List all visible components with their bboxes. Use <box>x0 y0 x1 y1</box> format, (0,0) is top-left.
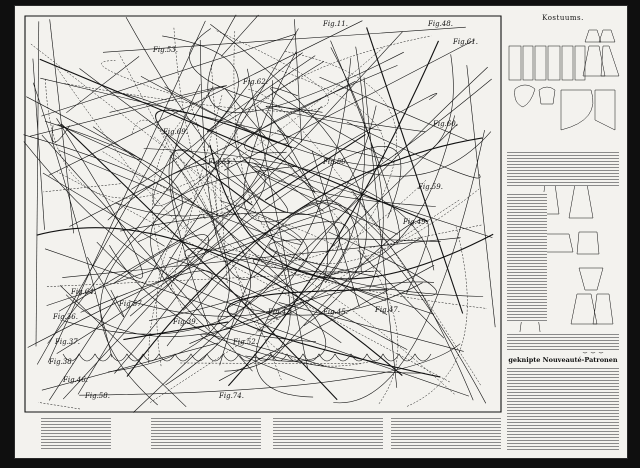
panel-title: Kostuums. <box>542 14 584 22</box>
pattern-line <box>312 151 359 307</box>
sewing-pattern-drawing <box>23 14 503 414</box>
caption-block-1 <box>41 416 111 450</box>
pattern-line <box>207 56 324 132</box>
pattern-line <box>294 19 301 142</box>
figure-label: Fig.55. <box>208 158 233 166</box>
pattern-line <box>221 15 258 57</box>
pattern-line <box>256 67 488 397</box>
pattern-line <box>30 86 227 137</box>
pattern-line <box>279 302 464 351</box>
pattern-line <box>43 173 165 246</box>
figure-label: Fig.57. <box>119 300 144 308</box>
pattern-line <box>225 208 387 315</box>
pattern-line <box>208 15 404 113</box>
caption-block-2 <box>151 416 261 450</box>
figure-label: Fig.61. <box>453 38 478 46</box>
pattern-line <box>66 56 139 112</box>
pattern-line <box>79 344 460 396</box>
pattern-line <box>36 21 39 346</box>
pattern-line <box>38 402 80 409</box>
pattern-line <box>333 130 484 403</box>
text-column-1 <box>507 150 619 186</box>
pattern-line <box>40 78 384 159</box>
pattern-line <box>49 21 363 176</box>
bottom-captions <box>23 414 503 454</box>
figure-label: Fig.46. <box>63 376 88 384</box>
pattern-line <box>265 134 366 200</box>
figure-label: Fig.52. <box>233 338 258 346</box>
pattern-line <box>33 59 45 230</box>
pattern-line <box>358 250 444 338</box>
pattern-line <box>40 59 428 221</box>
pattern-line <box>331 47 383 288</box>
pattern-line <box>467 65 495 327</box>
figure-label: Fig.58. <box>85 392 110 400</box>
pattern-line <box>48 83 250 343</box>
figure-label: Fig.69. <box>163 128 188 136</box>
figure-label: Fig.60. <box>433 120 458 128</box>
figure-label: Fig.49. <box>403 218 428 226</box>
figure-label: Fig.39. <box>173 318 198 326</box>
pattern-line <box>80 69 288 213</box>
caption-block-3 <box>273 416 383 450</box>
pattern-line <box>247 69 308 370</box>
figure-label: Fig.45. <box>323 308 348 316</box>
legend-text <box>507 366 619 452</box>
pattern-line <box>61 124 337 400</box>
figure-label: Fig.62. <box>243 78 268 86</box>
figure-label: Fig.42. <box>268 308 293 316</box>
figure-label: Fig.48. <box>428 20 453 28</box>
figure-label: Fig.11. <box>323 20 348 28</box>
figure-label: Fig.50. <box>323 158 348 166</box>
instructions-panel <box>505 14 621 454</box>
pattern-line <box>367 27 463 313</box>
figure-label: Fig.36. <box>53 313 78 321</box>
pattern-line <box>52 125 70 142</box>
pattern-line <box>271 88 395 163</box>
figure-label: Fig.37. <box>55 338 80 346</box>
pattern-line <box>269 239 441 277</box>
pattern-line <box>64 30 328 111</box>
pattern-line <box>153 87 261 206</box>
figure-label: Fig.38. <box>49 358 74 366</box>
figure-label: Fig.74. <box>219 392 244 400</box>
text-column-2 <box>507 192 547 322</box>
legend-title: geknipte Nouveauté-Patronen <box>508 356 618 364</box>
pattern-line <box>37 228 403 376</box>
pattern-sheet <box>15 6 627 458</box>
caption-block-4 <box>391 416 501 450</box>
figure-label: Fig.47. <box>375 306 400 314</box>
pattern-line <box>45 249 469 396</box>
figure-label: Fig.64. <box>71 288 96 296</box>
figure-label: Fig.59. <box>418 183 443 191</box>
pattern-line <box>180 363 361 364</box>
figure-label: Fig.53. <box>153 46 178 54</box>
text-column-3 <box>507 332 619 352</box>
